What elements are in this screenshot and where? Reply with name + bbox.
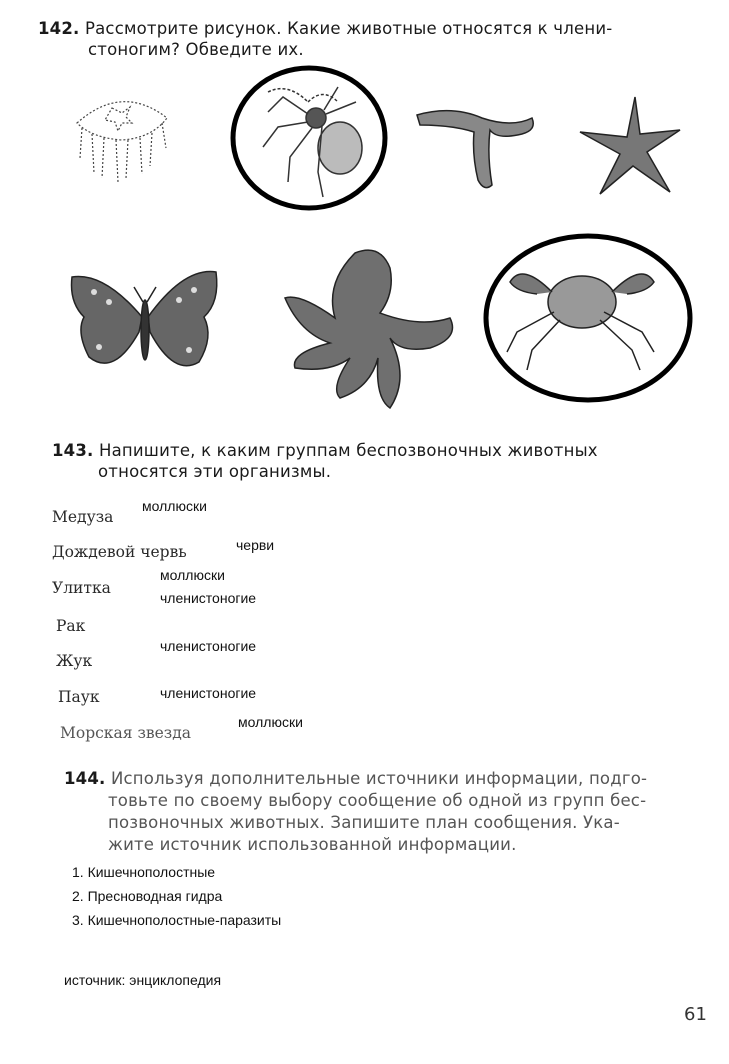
jellyfish-figure (62, 78, 182, 188)
task-143-number: 143. (52, 441, 94, 460)
task-142-line1: Рассмотрите рисунок. Какие животные относятся к члени- (84, 19, 613, 38)
butterfly-figure (64, 262, 224, 387)
row-label-earthworm: Дождевой червь (52, 543, 187, 561)
task-144-line1: Используя дополнительные источники информации, подго- (110, 769, 648, 788)
plan-item-3: 3. Кишечнополостные-паразиты (72, 912, 282, 928)
task-144-line4: жите источник использованной информации. (108, 835, 517, 854)
task-143-text (52, 440, 702, 461)
row-label-crayfish: Рак (56, 617, 86, 635)
spider-figure (228, 62, 390, 214)
row-answer-starfish: моллюски (238, 714, 303, 730)
worm-figure (412, 100, 542, 195)
row-label-starfish: Морская звезда (60, 724, 192, 742)
row-answer-crayfish: членистоногие (160, 590, 257, 606)
task-143-line1: Напишите, к каким группам беспозвоночных животных (98, 441, 598, 460)
source-note: источник: энциклопедия (64, 972, 222, 988)
page-number: 61 (684, 1004, 707, 1025)
row-label-jellyfish: Медуза (52, 508, 114, 526)
task-142-text (38, 18, 698, 39)
row-answer-jellyfish: моллюски (142, 498, 207, 514)
task-143-line2: относятся эти организмы. (98, 462, 332, 481)
octopus-figure (270, 238, 470, 418)
starfish-figure (565, 92, 685, 202)
row-label-spider: Паук (58, 688, 100, 706)
task-144-number: 144. (64, 769, 106, 788)
task-142-line2: стоногим? Обведите их. (88, 40, 304, 59)
row-answer-spider: членистоногие (160, 685, 257, 701)
crab-figure (482, 232, 694, 404)
plan-item-1: 1. Кишечнополостные (72, 864, 216, 880)
task-144-line2: товьте по своему выбору сообщение об одной из групп бес- (108, 791, 647, 810)
row-answer-snail: моллюски (160, 567, 225, 583)
row-label-beetle: Жук (56, 652, 93, 670)
row-label-snail: Улитка (52, 579, 111, 597)
row-answer-beetle: членистоногие (160, 638, 257, 654)
row-answer-earthworm: черви (236, 537, 275, 553)
task-142-number: 142. (38, 19, 80, 38)
plan-item-2: 2. Пресноводная гидра (72, 888, 223, 904)
task-144-line3: позвоночных животных. Запишите план сообщения. Ука- (108, 813, 620, 832)
task-144-text (64, 768, 714, 789)
